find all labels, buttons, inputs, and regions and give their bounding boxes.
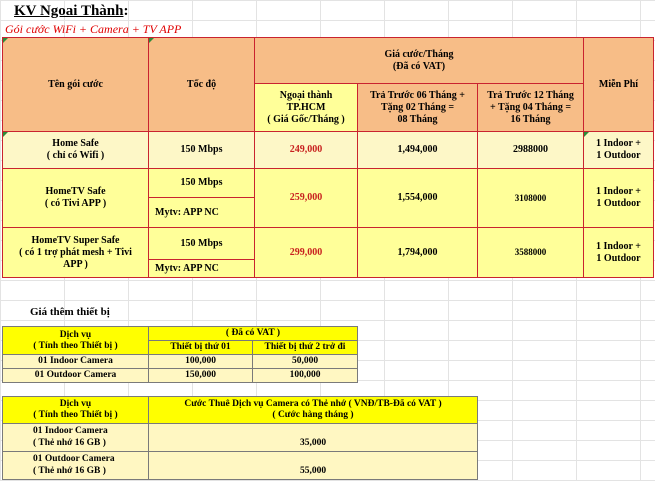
service-fee-table	[2, 396, 478, 480]
hometv-super-safe-base-price: 299,000	[255, 228, 358, 278]
indoor-first-price: 100,000	[149, 355, 253, 369]
col-header-base-price: Ngoại thành TP.HCM ( Giá Gốc/Tháng )	[255, 84, 358, 132]
indoor-camera-fee: 35,000	[149, 424, 478, 452]
col-header-free: Miễn Phí	[584, 38, 654, 132]
home-safe-prepay-6m: 1,494,000	[358, 132, 478, 169]
home-safe-prepay-12m: 2988000	[478, 132, 584, 169]
equip-col-service: Dịch vụ ( Tính theo Thiết bị )	[3, 327, 149, 355]
page-subtitle: Gói cước WiFi + Camera + TV APP	[5, 22, 182, 36]
hometv-super-safe-prepay-12m: 3588000	[478, 228, 584, 278]
outdoor-camera-fee: 55,000	[149, 452, 478, 480]
equipment-table	[2, 326, 358, 383]
hometv-safe-free: 1 Indoor + 1 Outdoor	[584, 169, 654, 228]
equip-col-vat: ( Đã có VAT )	[149, 327, 358, 341]
table-row-indoor-camera-sd: 01 Indoor Camera ( Thẻ nhớ 16 GB )	[3, 424, 149, 452]
hometv-safe-tv-app: Mytv: APP NC	[149, 198, 255, 228]
table-row-outdoor-camera-sd: 01 Outdoor Camera ( Thẻ nhớ 16 GB )	[3, 452, 149, 480]
table-row-indoor-camera: 01 Indoor Camera	[3, 355, 149, 369]
table-row-outdoor-camera: 01 Outdoor Camera	[3, 369, 149, 383]
hometv-super-safe-speed: 150 Mbps	[149, 228, 255, 260]
indoor-second-price: 50,000	[253, 355, 358, 369]
col-header-prepay-6m: Trả Trước 06 Tháng + Tặng 02 Tháng = 08 Tháng	[358, 84, 478, 132]
hometv-super-safe-tv-app: Mytv: APP NC	[149, 260, 255, 278]
hometv-super-safe-prepay-6m: 1,794,000	[358, 228, 478, 278]
hometv-safe-prepay-12m: 3108000	[478, 169, 584, 228]
hometv-safe-base-price: 259,000	[255, 169, 358, 228]
hometv-super-safe-free: 1 Indoor + 1 Outdoor	[584, 228, 654, 278]
svc-col-service: Dịch vụ ( Tính theo Thiết bị )	[3, 397, 149, 424]
col-header-price-group: Giá cước/Tháng (Đã có VAT)	[255, 38, 584, 84]
home-safe-free: 1 Indoor + 1 Outdoor	[584, 132, 654, 169]
col-header-prepay-12m: Trả Trước 12 Tháng + Tặng 04 Tháng = 16 Tháng	[478, 84, 584, 132]
equipment-section-title: Giá thêm thiết bị	[30, 306, 110, 318]
pricing-table	[2, 37, 654, 278]
col-header-speed: Tốc độ	[149, 38, 255, 132]
equip-col-second: Thiết bị thứ 2 trở đi	[253, 341, 358, 355]
col-header-package-name: Tên gói cước	[3, 38, 149, 132]
home-safe-base-price: 249,000	[255, 132, 358, 169]
table-row-hometv-safe-name: HomeTV Safe ( có Tivi APP )	[3, 169, 149, 228]
hometv-safe-prepay-6m: 1,554,000	[358, 169, 478, 228]
page-title: KV Ngoai Thành:	[14, 3, 129, 19]
table-row-hometv-super-safe-name: HomeTV Super Safe ( có 1 trợ phát mesh + Tivi APP )	[3, 228, 149, 278]
table-row-home-safe-name: Home Safe ( chỉ có Wifi )	[3, 132, 149, 169]
svc-col-fee: Cước Thuê Dịch vụ Camera có Thẻ nhớ ( VNĐ/TB-Đã có VAT ) ( Cước hàng tháng )	[149, 397, 478, 424]
outdoor-second-price: 100,000	[253, 369, 358, 383]
home-safe-speed: 150 Mbps	[149, 132, 255, 169]
outdoor-first-price: 150,000	[149, 369, 253, 383]
hometv-safe-speed: 150 Mbps	[149, 169, 255, 198]
equip-col-first: Thiết bị thứ 01	[149, 341, 253, 355]
